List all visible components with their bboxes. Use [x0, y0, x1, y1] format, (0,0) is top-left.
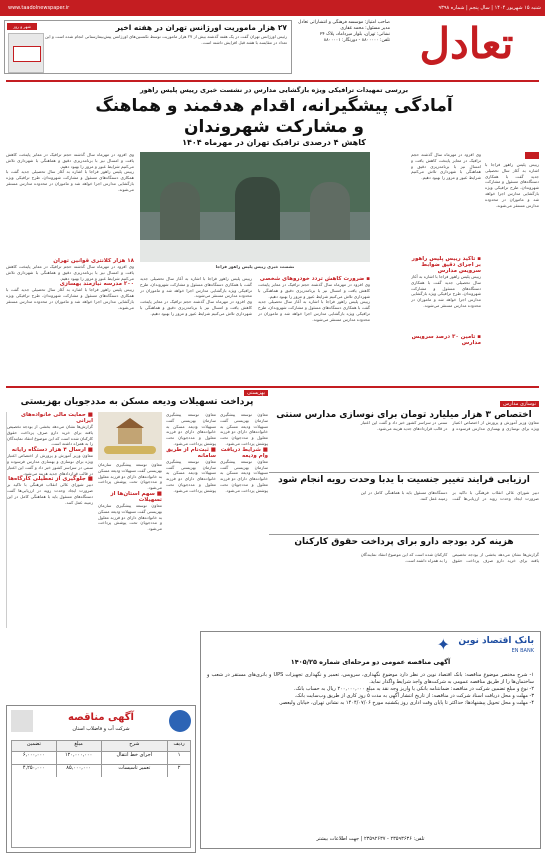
- housing-col-3: [220, 412, 268, 628]
- bank-notice-body: [207, 672, 534, 707]
- lead-subhead-3: ▪ ضرورت کاهش تردد خودروهای شخصی: [259, 276, 370, 282]
- left-col-body-2: رییس پلیس راهور فراجا با اشاره به آغاز سال تحصیلی جدید گفت با همکاری دستگاه‌های مسئول و مشارکت شهروندان، طرح ترافیکی ویژه بازگشایی مدارس اجرا خواهد شد و ماموران در محدوده مدارس مستقر می‌شوند.: [6, 287, 134, 310]
- bank-item-4: ۴- مهلت و محل تحویل پیشنهادها: حداکثر تا پایان وقت اداری روز یکشنبه مورخ ۱۴۰۴/۰۷/۰۶ به نشانی تهران، خیابان ولیعصر.: [278, 700, 534, 706]
- bank-item-3: ۳- مهلت و محل دریافت اسناد شرکت در مناقصه: از تاریخ انتشار آگهی به مدت ۵ روز کاری از طریق وب‌سایت بانک.: [294, 693, 534, 699]
- under-body-1: رییس پلیس راهور فراجا با اشاره به آغاز سال تحصیلی جدید گفت با همکاری دستگاه‌های مسئول و مشارکت شهروندان، طرح ترافیکی ویژه بازگشایی مدارس اجرا خواهد شد و ماموران در محدوده مدارس مستقر می‌شوند.: [140, 276, 252, 299]
- top-news-body: رئیس اورژانس تهران گفت در یک هفته گذشته بیش از ۲۷ هزار ماموریت توسط تکنسین‌های اورژانس پیش‌بیمارستانی انجام شده است و این تعداد در مقایسه با هفته قبل افزایش داشته است.: [45, 34, 287, 45]
- housing-body-3: معاون توسعه پیشگیری سازمان بهزیستی گفت تسهیلات ودیعه مسکن به خانواده‌های دارای دو فرزند معلول و مددجویان تحت پوشش پرداخت می‌شود.: [220, 412, 268, 446]
- tender-ad-org: شرکت آب و فاضلاب استان: [72, 726, 130, 732]
- tender-ad-title: آگهی مناقصه: [68, 712, 134, 723]
- top-news-box: [4, 20, 292, 74]
- gender-body-wrap: [269, 490, 539, 532]
- table-header-cell: شرح: [101, 741, 168, 751]
- table-header-cell: مبلغ: [56, 741, 101, 751]
- school-section: [269, 390, 539, 422]
- table-cell: ۱۲۰,۰۰۰,۰۰۰: [56, 752, 101, 764]
- housing-subhead-1: ■ سهم استان‌ها از تسهیلات: [110, 490, 162, 503]
- lead-col-2: [411, 152, 481, 382]
- lead-body-b: وی افزود در مهرماه سال گذشته حجم ترافیک در معابر پایتخت کاهش یافت و امسال نیز با برنامه‌ریزی دقیق و هماهنگی با شهرداری تلاش می‌کنیم شرایط عبور و مرور را بهبود دهیم.: [411, 152, 481, 181]
- housing-body-1b: معاون توسعه پیشگیری سازمان بهزیستی گفت تسهیلات ودیعه مسکن به خانواده‌های دارای دو فرزند معلول و مددجویان تحت پوشش پرداخت می‌شود.: [98, 502, 162, 532]
- section-marker: [525, 152, 539, 159]
- lead-body-left: وی افزود در مهرماه سال گذشته حجم ترافیک در معابر پایتخت کاهش یافت و امسال نیز با برنامه‌ریزی دقیق و هماهنگی با شهرداری تلاش می‌کنیم شرایط عبور و مرور را بهبود دهیم.: [6, 152, 134, 169]
- top-news-section: شهر و روز: [7, 23, 37, 30]
- bank-name: بانک اقتصاد نوین: [458, 636, 534, 646]
- table-cell: ۸۵,۰۰۰,۰۰۰: [56, 765, 101, 777]
- photo-caption: نشست خبری رییس پلیس راهور فراجا: [215, 264, 295, 269]
- bank-item-2: ۲- نوع و مبلغ تضمین شرکت در مناقصه: ضمانتنامه بانکی یا واریز وجه نقد به مبلغ ۲۰۰,۰۰۰,۰۰۰ ریال به حساب بانک.: [293, 686, 534, 692]
- gender-body: دبیر شورای عالی انقلاب فرهنگی با تاکید بر ضرورت ایجاد وحدت رویه در ارزیابی‌ها گفت دستگاه‌های مسئول باید با هماهنگی کامل در این زمینه عمل کنند.: [360, 490, 539, 501]
- table-cell: ۴,۲۵۰,۰۰۰: [22, 765, 45, 771]
- tender-table: [11, 740, 191, 848]
- under-body-2: وی افزود در مهرماه سال گذشته حجم ترافیک در معابر پایتخت کاهش یافت و امسال نیز با برنامه‌ریزی دقیق و هماهنگی با شهرداری تلاش می‌کنیم شرایط عبور و مرور را بهبود دهیم.: [258, 282, 370, 299]
- side-news-3: ■ جلوگیری از تعطیلی کارگاه‌ها: [8, 476, 93, 483]
- lead-kicker: کاهش ۴ درصدی ترافیک تهران در مهرماه ۱۴۰۴: [182, 138, 366, 147]
- org-logo-icon: [169, 710, 191, 732]
- housing-col-2: [166, 412, 216, 628]
- ambulance-photo: [8, 33, 44, 73]
- bank-item-1: ۱- شرح مختصر موضوع مناقصه: بانک اقتصاد نوین در نظر دارد موضوع نگهداری، سرویس، تعمیر و نگهداری تجهیزات UPS و باتری‌های مستقر در شعب و ساختمان‌ها را از طریق مناقصه عمومی به شرکت‌های واجد شرایط واگذار نماید.: [207, 672, 534, 685]
- publisher-line: نشانی: تهران، بلوار میرداماد، پلاک ۲۴: [319, 32, 390, 37]
- side-news-2: ■ ارسال ۴ هزار دستگاه رایانه: [11, 447, 93, 454]
- lead-photo: [140, 152, 370, 262]
- newspaper-logo: تعادل: [419, 19, 514, 68]
- top-news-title: ۲۷ هزار ماموریت اورژانس تهران در هفته اخیر: [115, 23, 287, 32]
- lead-body-a: رییس پلیس راهور فراجا با اشاره به آغاز سال تحصیلی جدید گفت با همکاری دستگاه‌های مسئول و مشارکت شهروندان، طرح ترافیکی ویژه بازگشایی مدارس اجرا خواهد شد و ماموران در محدوده مدارس مستقر می‌شوند.: [485, 162, 539, 208]
- table-cell: ۶,۰۰۰,۰۰۰: [22, 752, 45, 758]
- table-cell: ۲: [167, 765, 190, 777]
- lead-headline-2: و مشارکت شهروندان: [184, 117, 364, 137]
- publisher-line: تلفن: ۸۸۰۰۰۰۰ - دورنگار: ۸۸۰۰۰۰۱: [323, 38, 390, 43]
- side-news-body-3: دبیر شورای عالی انقلاب فرهنگی با تاکید بر ضرورت ایجاد وحدت رویه در ارزیابی‌ها گفت دستگاه‌های مسئول باید با هماهنگی کامل در این زمینه عمل کنند.: [7, 482, 93, 505]
- header-divider: [6, 80, 539, 82]
- table-row: [12, 764, 190, 777]
- lead-col-right: [485, 152, 539, 382]
- side-news-1: ■ حمایت مالی خانواده‌های ایرانی: [20, 412, 93, 424]
- bank-name-en: EN BANK: [511, 648, 534, 654]
- under-body-1b: وی افزود در مهرماه سال گذشته حجم ترافیک در معابر پایتخت کاهش یافت و امسال نیز با برنامه‌ریزی دقیق و هماهنگی با شهرداری تلاش می‌کنیم شرایط عبور و مرور را بهبود دهیم.: [140, 299, 252, 316]
- lead-subhead-2: ▪ تامین ۳۰ درصد سرویس مدارس: [411, 334, 481, 346]
- housing-section-name: بهزیستی: [244, 390, 268, 396]
- bank-tender-notice: [200, 631, 541, 849]
- date-line: شنبه ۱۵ شهریور ۱۴۰۴ | سال پنجم | شماره ۹۳۹۸: [438, 5, 541, 11]
- tender-table-header: [12, 741, 190, 751]
- bank-notice-title: آگهی مناقصه عمومی دو مرحله‌ای شماره ۱۴۰۵/۲۵: [290, 658, 451, 666]
- lead-subhead-1: ▪ تاکید رییس پلیس راهور بر اجرای دقیق ضوابط سرویس مدارس: [411, 256, 481, 274]
- housing-photo: [98, 412, 162, 460]
- table-header-cell: ردیف: [167, 741, 190, 751]
- lead-col-under-1: [140, 276, 252, 382]
- publisher-line: مدیر مسئول: محمد غفاری: [340, 26, 390, 31]
- side-news-body-1: گزارش‌ها نشان می‌دهد بخشی از بودجه تخصیص یافته برای خرید دارو صرف پرداخت حقوق کارکنان شده است که این موضوع انتقاد نمایندگان را به همراه داشته است.: [7, 424, 93, 447]
- school-headline: اختصاص ۳ هزار میلیارد تومان برای نوسازی مدارس سنتی: [276, 410, 532, 420]
- top-date-bar: [0, 0, 545, 16]
- under-body-2b: رییس پلیس راهور فراجا با اشاره به آغاز سال تحصیلی جدید گفت با همکاری دستگاه‌های مسئول و مشارکت شهروندان، طرح ترافیکی ویژه بازگشایی مدارس اجرا خواهد شد و ماموران در محدوده مدارس مستقر می‌شوند.: [258, 299, 370, 322]
- wage-body: گزارش‌ها نشان می‌دهد بخشی از بودجه تخصیص یافته برای خرید دارو صرف پرداخت حقوق کارکنان شده است که این موضوع انتقاد نمایندگان را به همراه داشته است.: [360, 552, 539, 563]
- tender-ad: [6, 705, 196, 853]
- lead-headline-1: آمادگی پیشگیرانه، اقدام هدفمند و هماهنگ: [95, 96, 453, 116]
- school-section-name: نوسازی مدارس: [500, 401, 539, 407]
- divider-wage: [269, 534, 539, 535]
- lead-col-under-2: [258, 276, 370, 382]
- housing-body-2b: معاون توسعه پیشگیری سازمان بهزیستی گفت تسهیلات ودیعه مسکن به خانواده‌های دارای دو فرزند معلول و مددجویان تحت پوشش پرداخت می‌شود.: [166, 458, 216, 493]
- lead-body-left2: رییس پلیس راهور فراجا با اشاره به آغاز سال تحصیلی جدید گفت با همکاری دستگاه‌های مسئول و مشارکت شهروندان، طرح ترافیکی ویژه بازگشایی مدارس اجرا خواهد شد و ماموران در محدوده مدارس مستقر می‌شوند.: [6, 169, 134, 192]
- publisher-line: صاحب امتیاز: موسسه فرهنگی و انتشاراتی تعادل: [298, 20, 390, 25]
- table-cell: اجرای خط انتقال: [101, 752, 168, 764]
- website-label: www.taadolnewspaper.ir: [8, 5, 70, 11]
- lead-subtitle: بررسی تمهیدات ترافیکی ویژه بازگشایی مدارس در نشست خبری رییس پلیس راهور: [139, 86, 409, 94]
- lead-col-left-bottom: [6, 258, 134, 382]
- table-header-cell: تضمین: [26, 741, 41, 747]
- gender-headline: ارزیابی فرایند تغییر جنسیت با یدبا وحدت رویه انجام شود: [278, 475, 530, 485]
- left-col-title: ۱۸ هزار کلانتری قوانین تهران: [53, 258, 134, 264]
- left-col-body: وی افزود در مهرماه سال گذشته حجم ترافیک در معابر پایتخت کاهش یافت و امسال نیز با برنامه‌ریزی دقیق و هماهنگی با شهرداری تلاش می‌کنیم شرایط عبور و مرور را بهبود دهیم.: [6, 264, 134, 281]
- left-col-title-2: ۲۰۰ مدرسه نیازمند بهسازی: [59, 281, 134, 288]
- side-news-col: [6, 412, 93, 628]
- wage-body-wrap: [269, 552, 539, 626]
- bank-logo-icon: ✦: [436, 635, 450, 654]
- lead-col-left-top: [6, 152, 134, 257]
- housing-body-2: معاون توسعه پیشگیری سازمان بهزیستی گفت تسهیلات ودیعه مسکن به خانواده‌های دارای دو فرزند معلول و مددجویان تحت پوشش پرداخت می‌شود.: [166, 412, 216, 446]
- school-body: معاون وزیر آموزش و پرورش از اختصاص اعتبار ویژه برای نوسازی و بهسازی مدارس فرسوده و سنتی در سراسر کشور خبر داد و گفت این اعتبار در قالب قراردادهای جدید هزینه می‌شود.: [360, 420, 539, 431]
- table-cell: ۱: [167, 752, 190, 764]
- housing-body-1: معاون توسعه پیشگیری سازمان بهزیستی گفت تسهیلات ودیعه مسکن به خانواده‌های دارای دو فرزند معلول و مددجویان تحت پوشش پرداخت می‌شود.: [98, 462, 162, 491]
- school-body-wrap: [269, 420, 539, 470]
- lead-body-a2: رییس پلیس راهور فراجا با اشاره به آغاز سال تحصیلی جدید گفت با همکاری دستگاه‌های مسئول و مشارکت شهروندان، طرح ترافیکی ویژه بازگشایی مدارس اجرا خواهد شد و ماموران در محدوده مدارس مستقر می‌شوند.: [411, 274, 481, 308]
- stamp-icon: [11, 710, 33, 732]
- table-row: [12, 751, 190, 764]
- wage-headline: هزینه کرد بودجه دارو برای پرداخت حقوق کارکنان: [294, 537, 514, 547]
- side-news-body-2: معاون وزیر آموزش و پرورش از اختصاص اعتبار ویژه برای نوسازی و بهسازی مدارس فرسوده و سنتی در سراسر کشور خبر داد و گفت این اعتبار در قالب قراردادهای جدید هزینه می‌شود.: [7, 453, 93, 476]
- housing-body-3b: معاون توسعه پیشگیری سازمان بهزیستی گفت تسهیلات ودیعه مسکن به خانواده‌های دارای دو فرزند معلول و مددجویان تحت پوشش پرداخت می‌شود.: [220, 458, 268, 493]
- housing-subhead-2: ■ ثبت‌نام از طریق سامانه: [166, 446, 216, 459]
- table-cell: تعمیر تاسیسات: [101, 765, 168, 777]
- section-divider-1: [6, 386, 539, 388]
- housing-subhead-3: ■ شرایط دریافت وام ودیعه: [220, 446, 268, 459]
- bank-notice-footer: تلفن: ۲۳۵۹۳۶۳۶ - ۲۳۵۹۲۶۳۷ | جهت اطلاعات بیشتر: [316, 836, 425, 842]
- divider-gender: [269, 472, 539, 473]
- housing-headline: پرداخت تسهیلات ودیعه مسکن به مددجویان بهزیستی: [20, 397, 254, 407]
- housing-col-1: [98, 462, 162, 628]
